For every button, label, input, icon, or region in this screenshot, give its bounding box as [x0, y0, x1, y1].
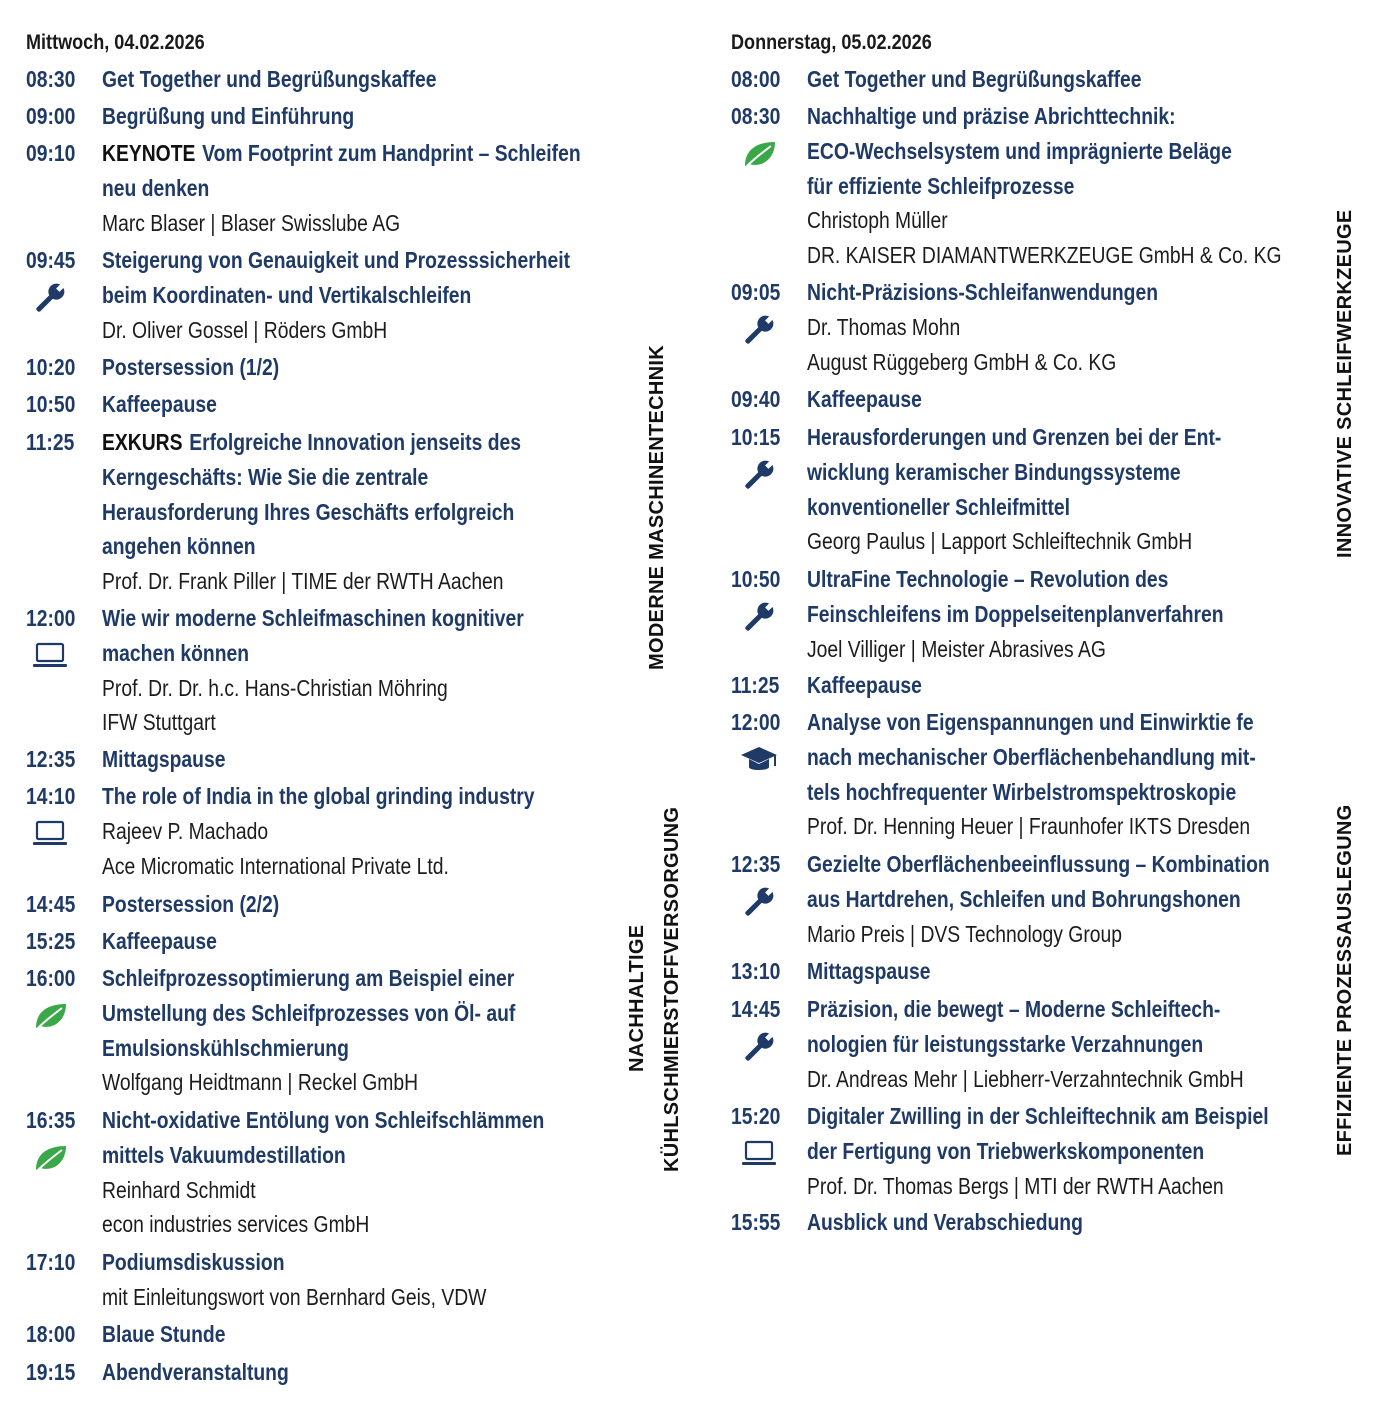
- session-title-line: UltraFine Technologie – Revolution des: [807, 566, 1169, 592]
- session-title-line: Nachhaltige und präzise Abrichttechnik:: [807, 103, 1176, 129]
- session-speaker-line: Georg Paulus | Lapport Schleiftechnik GmbH: [807, 528, 1193, 555]
- session-time: 11:25: [731, 672, 780, 698]
- session-time: 12:35: [731, 851, 781, 877]
- session-speaker-line: Rajeev P. Machado: [102, 817, 269, 844]
- leaf-icon: [30, 998, 70, 1034]
- session-title-line: wicklung keramischer Bindungssysteme: [807, 458, 1181, 485]
- session-title-line: Postersession (1/2): [102, 354, 280, 380]
- session-time: 14:45: [731, 996, 781, 1022]
- session-time: 18:00: [26, 1321, 76, 1347]
- laptop-icon: [30, 816, 70, 852]
- session-speaker-line: econ industries services GmbH: [102, 1211, 370, 1238]
- session-title-line: Feinschleifens im Doppelseitenplanverfahren: [807, 600, 1224, 627]
- session-speaker-line: Dr. Andreas Mehr | Liebherr-Verzahntechnik GmbH: [807, 1065, 1244, 1092]
- session-title-line: beim Koordinaten- und Vertikalschleifen: [102, 281, 472, 308]
- session-title-line: nologien für leistungsstarke Verzahnungen: [807, 1030, 1204, 1057]
- session-time: 12:35: [26, 746, 76, 772]
- session-title-line: Kaffeepause: [102, 928, 217, 954]
- session-time: 09:10: [26, 140, 76, 166]
- session-title-line: Analyse von Eigenspannungen und Einwirktie fe: [807, 709, 1254, 735]
- session-title-line: [102, 429, 521, 456]
- session-time: 13:10: [731, 958, 781, 984]
- session-speaker-line: Ace Micromatic International Private Ltd.: [102, 852, 449, 879]
- session-time: 09:00: [26, 103, 76, 129]
- session-time: 08:30: [26, 66, 76, 92]
- session-time: 08:00: [731, 66, 781, 92]
- session-title-line: ECO-Wechselsystem und imprägnierte Beläge: [807, 137, 1232, 164]
- session-title-line: angehen können: [102, 533, 256, 560]
- session-time: 10:50: [731, 566, 781, 592]
- session-title-line: Nicht-oxidative Entölung von Schleifschlämmen: [102, 1107, 545, 1133]
- session-title-text: Vom Footprint zum Handprint – Schleifen: [202, 140, 581, 166]
- session-title-line: neu denken: [102, 174, 210, 201]
- session-title-line: aus Hartdrehen, Schleifen und Bohrungshonen: [807, 885, 1241, 912]
- session-title-text: Erfolgreiche Innovation jenseits des: [189, 429, 521, 455]
- session-speaker-line: Prof. Dr. Thomas Bergs | MTI der RWTH Aachen: [807, 1172, 1224, 1199]
- session-time: 15:25: [26, 928, 76, 954]
- session-time: 15:55: [731, 1209, 781, 1235]
- session-title-line: Get Together und Begrüßungskaffee: [807, 66, 1142, 92]
- day-heading: Donnerstag, 05.02.2026: [731, 31, 932, 54]
- session-title-line: Gezielte Oberflächenbeeinflussung – Kombination: [807, 851, 1270, 877]
- session-speaker-line: Prof. Dr. Dr. h.c. Hans-Christian Möhring: [102, 674, 448, 701]
- session-title-line: Kaffeepause: [807, 672, 922, 698]
- session-title-line: Mittagspause: [807, 958, 931, 984]
- session-title-line: Postersession (2/2): [102, 891, 280, 917]
- session-time: 14:10: [26, 783, 76, 809]
- session-title-line: Präzision, die bewegt – Moderne Schleiftech-: [807, 996, 1221, 1022]
- session-title-line: Ausblick und Verabschiedung: [807, 1209, 1083, 1235]
- session-speaker-line: Joel Villiger | Meister Abrasives AG: [807, 635, 1106, 662]
- session-speaker-line: Mario Preis | DVS Technology Group: [807, 920, 1122, 947]
- session-time: 14:45: [26, 891, 76, 917]
- laptop-icon: [739, 1136, 779, 1172]
- session-title-line: tels hochfrequenter Wirbelstromspektroskopie: [807, 778, 1237, 805]
- session-speaker-line: Wolfgang Heidtmann | Reckel GmbH: [102, 1069, 419, 1096]
- session-title-line: Steigerung von Genauigkeit und Prozesssicherheit: [102, 247, 571, 273]
- session-keyword: EXKURS: [102, 429, 183, 455]
- session-time: 16:35: [26, 1107, 76, 1133]
- session-time: 10:20: [26, 354, 76, 380]
- session-time: 11:25: [26, 429, 75, 455]
- session-title-line: Blaue Stunde: [102, 1321, 226, 1347]
- session-time: 12:00: [26, 605, 76, 631]
- session-title-line: Emulsionskühlschmierung: [102, 1034, 349, 1061]
- session-title-line: Begrüßung und Einführung: [102, 103, 355, 129]
- session-title-line: Wie wir moderne Schleifmaschinen kognitiver: [102, 605, 524, 631]
- wrench-icon: [739, 884, 779, 920]
- session-time: 12:00: [731, 709, 781, 735]
- wrench-icon: [739, 1029, 779, 1065]
- day-heading: Mittwoch, 04.02.2026: [26, 31, 205, 54]
- session-title-line: nach mechanischer Oberflächenbehandlung mit-: [807, 743, 1256, 770]
- side-label-innovative-schleifwerkzeuge: INNOVATIVE SCHLEIFWERKZEUGE: [1334, 209, 1356, 558]
- session-title-line: Kaffeepause: [807, 386, 922, 412]
- session-title-line: [102, 140, 581, 167]
- session-title-line: konventioneller Schleifmittel: [807, 493, 1071, 520]
- session-title-line: Kaffeepause: [102, 391, 217, 417]
- session-speaker-line: Christoph Müller: [807, 207, 948, 234]
- session-title-line: Digitaler Zwilling in der Schleiftechnik am Beispiel: [807, 1103, 1269, 1129]
- wrench-icon: [739, 312, 779, 348]
- side-label-moderne-maschinentechnik: MODERNE MASCHINENTECHNIK: [646, 345, 668, 670]
- session-title-line: Mittagspause: [102, 746, 226, 772]
- session-time: 17:10: [26, 1249, 76, 1275]
- session-speaker-line: DR. KAISER DIAMANTWERKZEUGE GmbH & Co. KG: [807, 242, 1282, 269]
- session-keyword: KEYNOTE: [102, 140, 196, 166]
- session-title-line: Schleifprozessoptimierung am Beispiel einer: [102, 965, 515, 991]
- wrench-icon: [30, 280, 70, 316]
- session-time: 10:15: [731, 424, 781, 450]
- session-title-line: Podiumsdiskussion: [102, 1249, 285, 1275]
- session-time: 08:30: [731, 103, 781, 129]
- session-title-line: Umstellung des Schleifprozesses von Öl- auf: [102, 999, 516, 1026]
- session-speaker-line: Dr. Oliver Gossel | Röders GmbH: [102, 316, 388, 343]
- wrench-icon: [739, 599, 779, 635]
- session-speaker-line: August Rüggeberg GmbH & Co. KG: [807, 348, 1117, 375]
- session-title-line: Herausforderungen und Grenzen bei der Ent-: [807, 424, 1222, 450]
- session-speaker-line: Dr. Thomas Mohn: [807, 313, 961, 340]
- side-label-nachhaltige: NACHHALTIGE: [626, 924, 648, 1072]
- session-speaker-line: Marc Blaser | Blaser Swisslube AG: [102, 209, 401, 236]
- session-speaker-line: Reinhard Schmidt: [102, 1176, 256, 1203]
- session-title-line: The role of India in the global grinding industry: [102, 783, 535, 809]
- session-speaker-line: Prof. Dr. Henning Heuer | Fraunhofer IKTS Dresden: [807, 813, 1251, 840]
- session-speaker-line: IFW Stuttgart: [102, 709, 216, 736]
- side-label-kuehlschmierstoffversorgung: KÜHLSCHMIERSTOFFVERSORGUNG: [661, 806, 683, 1172]
- leaf-icon: [30, 1140, 70, 1176]
- session-title-line: mittels Vakuumdestillation: [102, 1141, 346, 1168]
- session-time: 16:00: [26, 965, 76, 991]
- session-title-line: Herausforderung Ihres Geschäfts erfolgreich: [102, 498, 515, 525]
- session-time: 09:40: [731, 386, 781, 412]
- leaf-icon: [739, 136, 779, 172]
- session-speaker-line: Prof. Dr. Frank Piller | TIME der RWTH Aachen: [102, 568, 504, 595]
- session-time: 19:15: [26, 1359, 76, 1385]
- side-label-effiziente-prozessauslegung: EFFIZIENTE PROZESSAUSLEGUNG: [1334, 804, 1356, 1156]
- laptop-icon: [30, 638, 70, 674]
- session-time: 09:45: [26, 247, 76, 273]
- session-speaker-line: mit Einleitungswort von Bernhard Geis, VDW: [102, 1283, 487, 1310]
- session-title-line: machen können: [102, 639, 250, 666]
- session-title-line: Kerngeschäfts: Wie Sie die zentrale: [102, 463, 429, 490]
- session-time: 09:05: [731, 279, 781, 305]
- session-title-line: für effiziente Schleifprozesse: [807, 172, 1075, 199]
- wrench-icon: [739, 457, 779, 493]
- session-title-line: Abendveranstaltung: [102, 1359, 289, 1385]
- session-time: 15:20: [731, 1103, 781, 1129]
- session-title-line: der Fertigung von Triebwerkskomponenten: [807, 1137, 1205, 1164]
- session-title-line: Nicht-Präzisions-Schleifanwendungen: [807, 279, 1159, 305]
- session-time: 10:50: [26, 391, 76, 417]
- session-title-line: Get Together und Begrüßungskaffee: [102, 66, 437, 92]
- graduation-cap-icon: [739, 742, 779, 778]
